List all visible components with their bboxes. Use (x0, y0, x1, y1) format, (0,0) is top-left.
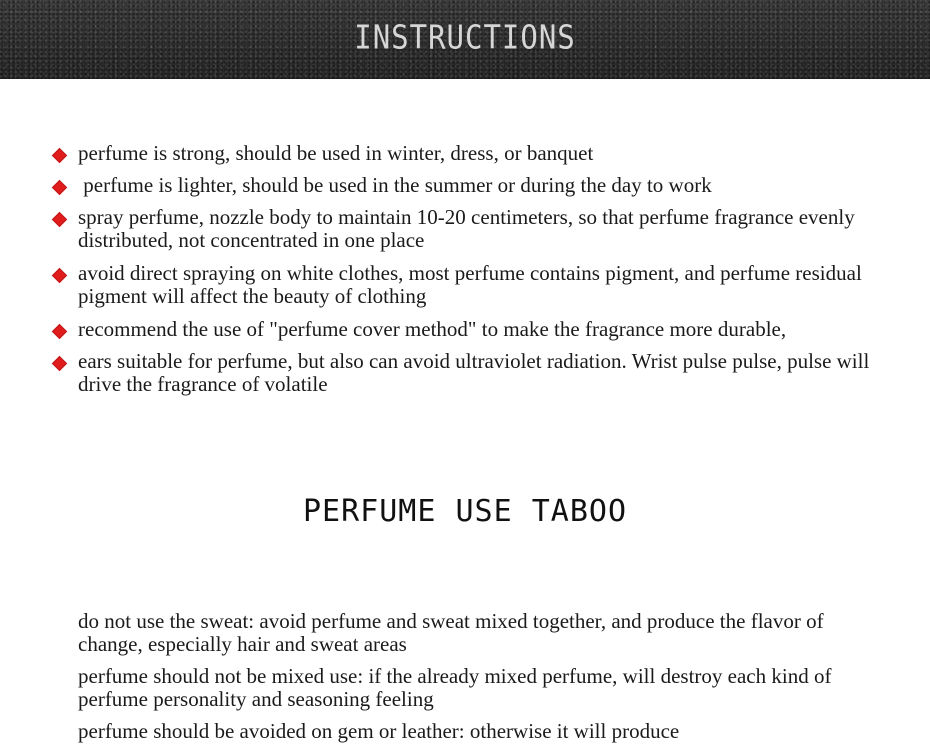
list-item-text: spray perfume, nozzle body to maintain 10-20 centimeters, so that perfume fragrance evenly distributed, not concentrated in one place (78, 205, 855, 252)
list-item-text: perfume is strong, should be used in winter, dress, or banquet (78, 141, 594, 165)
list-item (52, 318, 872, 341)
list-item (52, 206, 872, 252)
diamond-icon (53, 213, 66, 226)
list-item (52, 350, 872, 396)
header-banner (0, 0, 930, 79)
diamond-icon (53, 269, 66, 282)
diamond-icon (53, 357, 66, 370)
list-item-text: avoid direct spraying on white clothes, most perfume contains pigment, and perfume residual pigment will affect the beauty of clothing (78, 261, 862, 308)
diamond-icon (53, 149, 66, 162)
page-title: INSTRUCTIONS (354, 17, 576, 57)
list-item-text: recommend the use of "perfume cover method" to make the fragrance more durable, (78, 317, 787, 341)
instructions-list (52, 142, 872, 396)
taboo-title: PERFUME USE TABOO (302, 494, 628, 529)
taboo-item: perfume should not be mixed use: if the already mixed perfume, will destroy each kind of perfume personality and seasoning feeling (78, 664, 832, 711)
diamond-icon (53, 181, 66, 194)
taboo-item: perfume should be avoided on gem or leather: otherwise it will produce (78, 719, 680, 743)
list-item (52, 174, 872, 197)
list-item (52, 142, 872, 165)
taboo-item: do not use the sweat: avoid perfume and sweat mixed together, and produce the flavor of change, especially hair and sweat areas (78, 609, 824, 656)
taboo-list (78, 610, 878, 752)
list-item-text: ears suitable for perfume, but also can avoid ultraviolet radiation. Wrist pulse pulse, pulse will drive the fragrance of volatile (78, 349, 870, 396)
list-item-text: perfume is lighter, should be used in the summer or during the day to work (78, 173, 712, 197)
list-item (52, 262, 872, 308)
diamond-icon (53, 325, 66, 338)
